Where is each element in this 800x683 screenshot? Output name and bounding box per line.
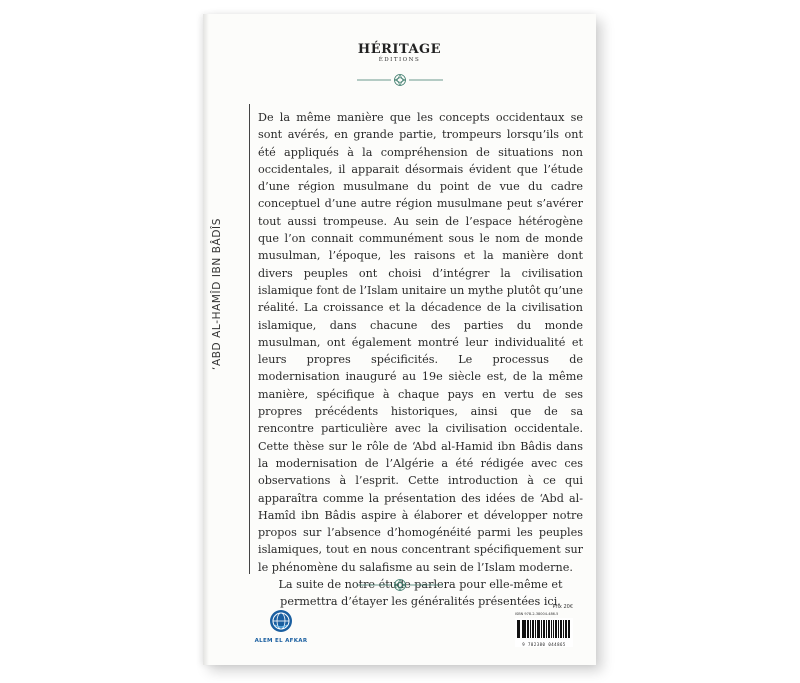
barcode-number: 9 782380 044865 xyxy=(515,642,573,647)
ornament-top xyxy=(203,72,596,91)
ornament-icon xyxy=(355,578,445,592)
price-barcode-block xyxy=(515,604,573,647)
vertical-divider xyxy=(249,104,250,574)
barcode xyxy=(515,618,573,642)
spine-shadow xyxy=(203,14,209,665)
barcode-bar xyxy=(519,620,520,638)
vertical-author-title: ‘ABD AL-HAMÎD IBN BÂDÎS xyxy=(211,218,223,370)
ornament-icon xyxy=(355,73,445,87)
alem-el-afkar-logo xyxy=(251,609,311,644)
barcode-bar xyxy=(528,620,529,638)
barcode-bar xyxy=(569,620,570,638)
price: Prix 20€ xyxy=(552,604,573,610)
publisher-subtitle: ÉDITIONS xyxy=(378,57,421,63)
barcode-bar xyxy=(524,620,525,638)
isbn: ISBN 978-2-38004-486-5 xyxy=(515,612,559,616)
ornament-bottom xyxy=(203,577,596,596)
barcode-bar xyxy=(533,620,534,638)
barcode-bar xyxy=(549,620,550,638)
back-cover-text xyxy=(258,109,583,611)
spine-title-area xyxy=(211,110,251,410)
body-paragraph: De la même manière que les concepts occidentaux se sont avérés, en grande partie, trompeurs lorsqu’ils ont été appliqués à la compréhension de situations non occidentales, il apparait désormais évident que l’étude d’une région musulmane du point de vue du cadre conceptuel d’une autre région musulmane peut s’avérer tout aussi trompeuse. Au sein de l’espace hétérogène que l’on connait communément sous le nom de monde musulman, l’époque, les raisons et la manière dont divers peuples ont choisi d’intégrer la civilisation islamique font de l’Islam unitaire un mythe plutôt qu’une réalité. La croissance et la décadence de la civilisation islamique, dans chacune des parties du monde musulman, ont également montré leur individualité et leurs propres spécificités. Le processus de modernisation inauguré au 19e siècle est, de la même manière, spécifique à chaque pays en vertu de ses propres précédents historiques, ainsi que de sa rencontre particulière avec la civilisation occidentale. Cette thèse sur le rôle de ‘Abd al-Hamid ibn Bâdis dans la modernisation de l’Algérie a été rédigée avec ces observations à l’esprit. Cette introduction à ce qui apparaîtra comme la présentation des idées de ‘Abd al-Hamîd ibn Bâdis aspire à élaborer et développer notre propos sur l’absence d’homogénéité parmi les peuples islamiques, tout en nous concentrant spécifiquement sur le phénomène du salafisme au sein de l’Islam moderne. xyxy=(258,111,583,574)
book-back-cover xyxy=(203,14,596,665)
globe-logo-icon xyxy=(269,609,293,633)
body-last-line-2: permettra d’étayer les généralités présentées ici. xyxy=(280,595,561,609)
publisher-logo xyxy=(203,42,596,63)
body-last-line-1: La suite de notre étude parlera pour elle-même et xyxy=(278,578,563,592)
logo-label: ALEM EL AFKAR xyxy=(254,638,308,644)
publisher-name: HÉRITAGE xyxy=(357,42,442,57)
